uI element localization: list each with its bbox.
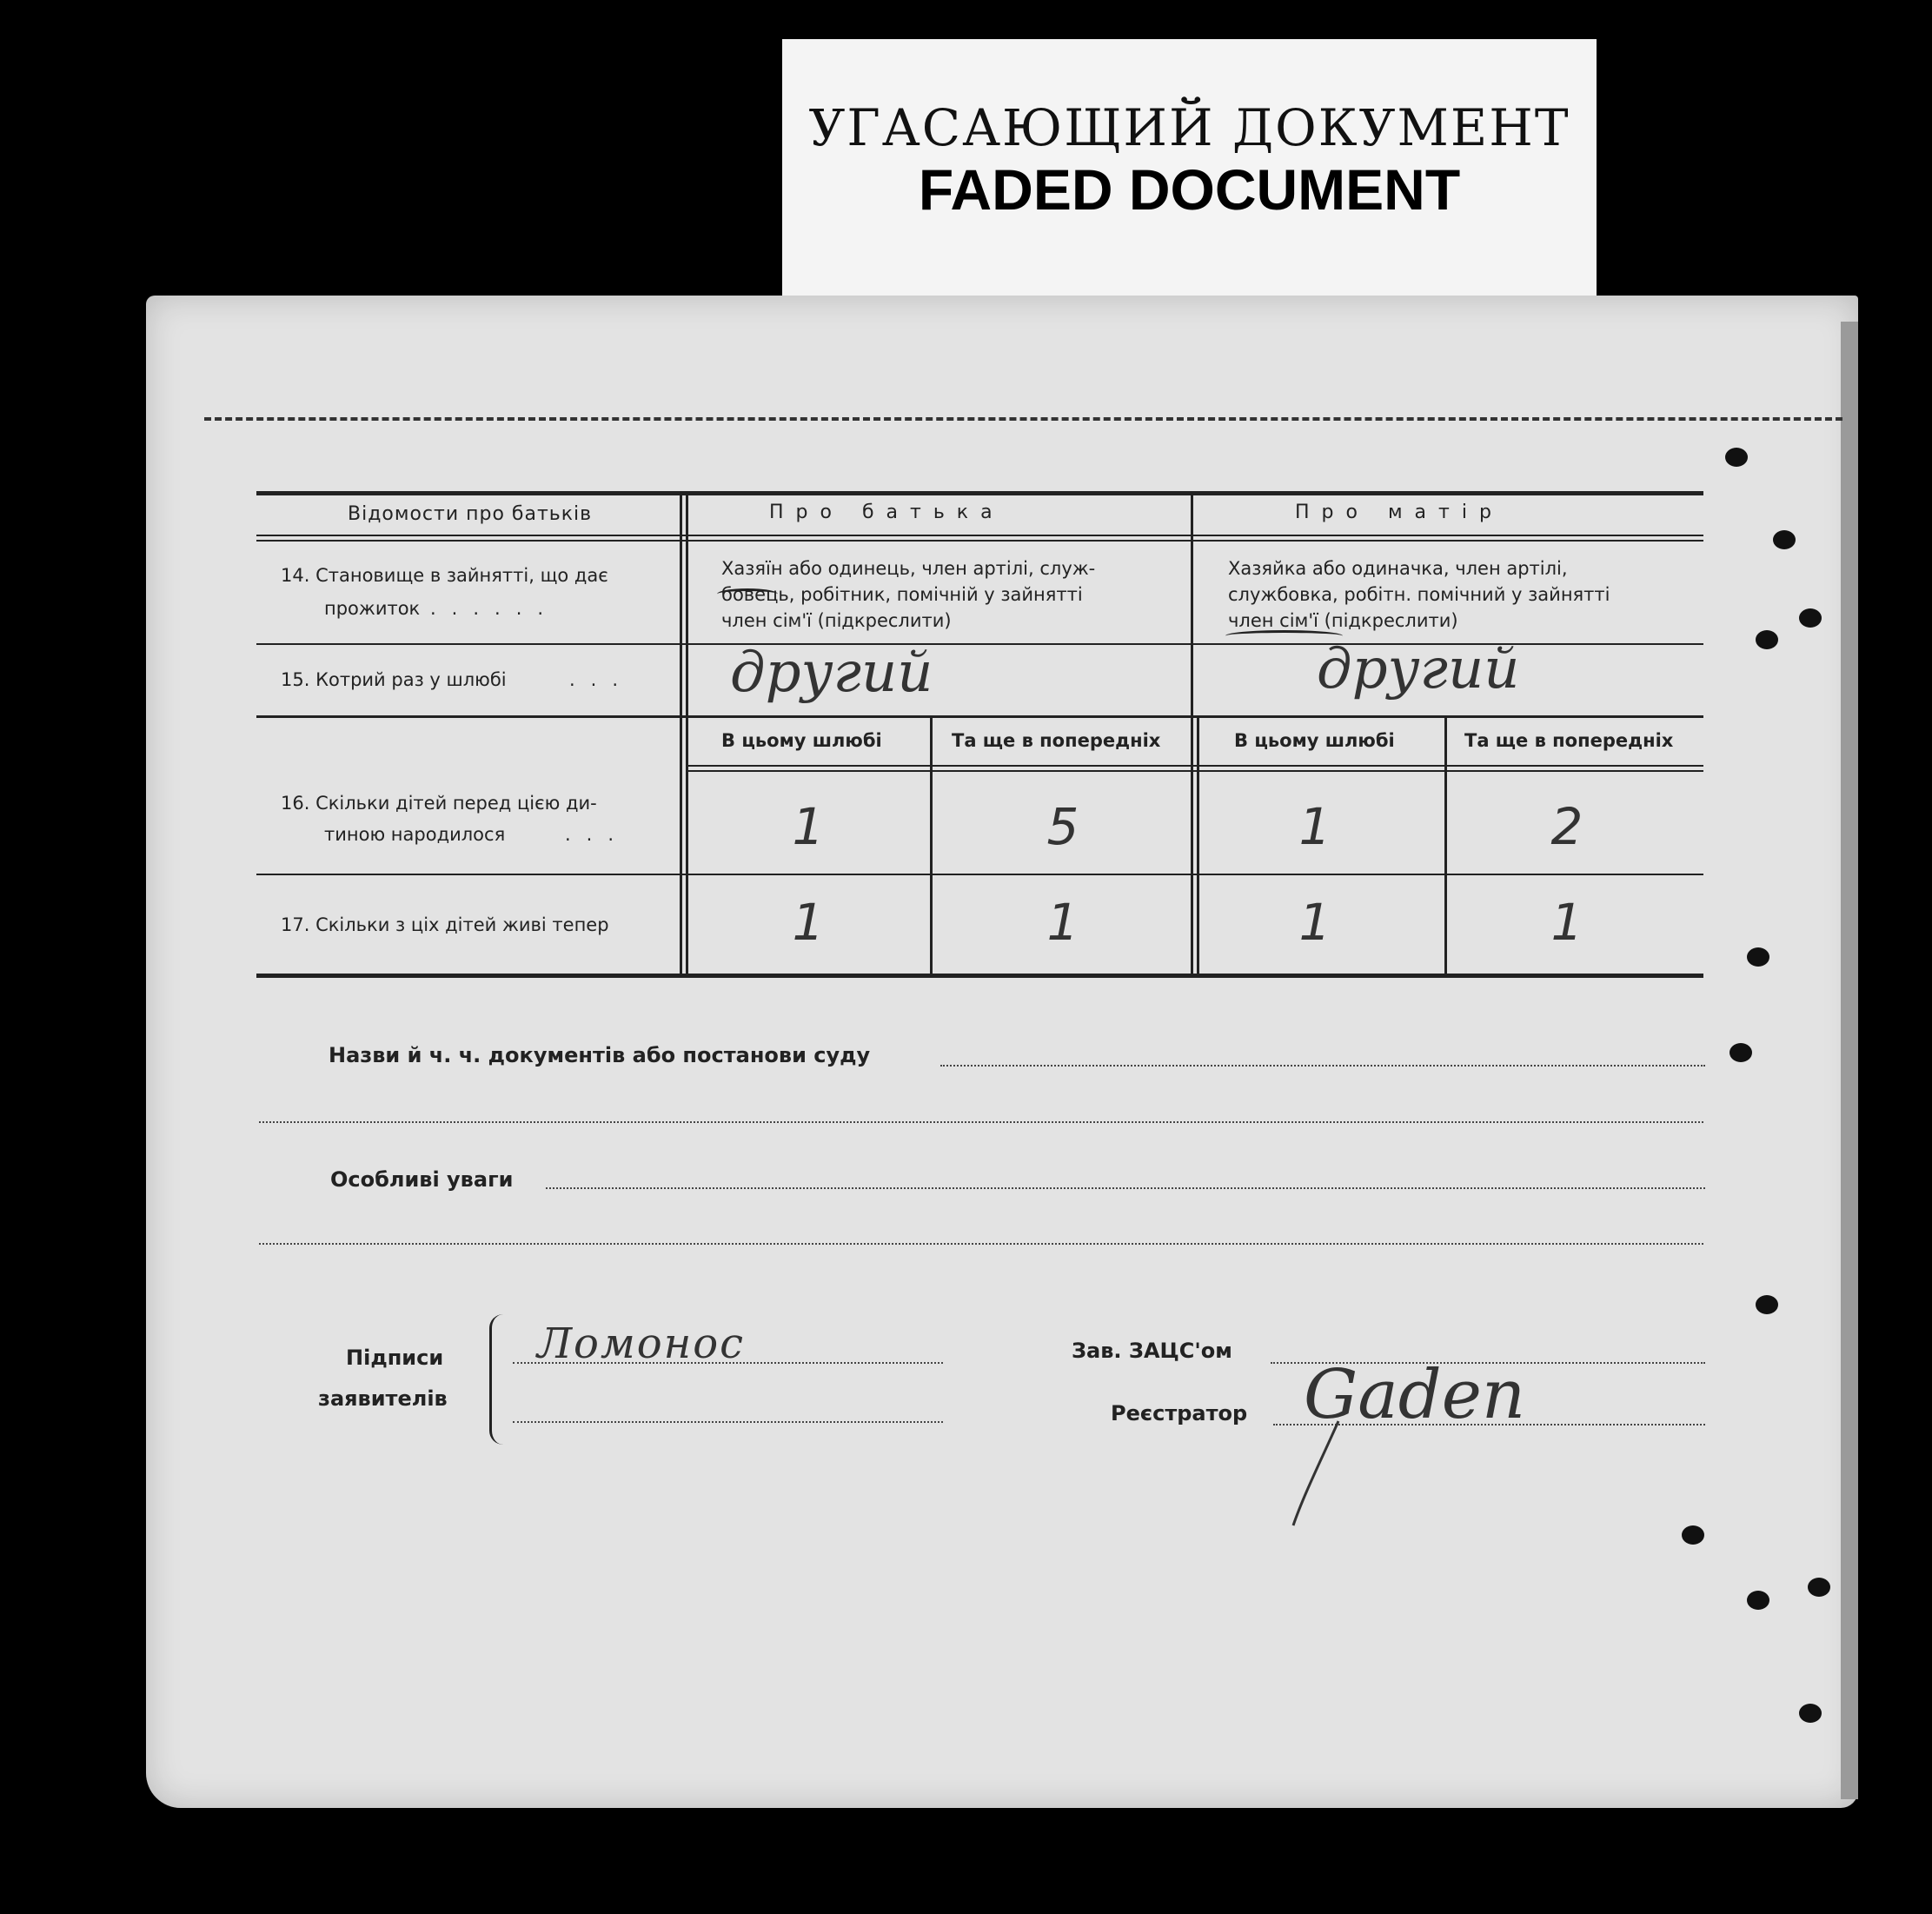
label-english: FADED DOCUMENT <box>918 157 1461 222</box>
row15-label: 15. Котрий раз у шлюбі <box>281 669 507 690</box>
row14-mother-line1: Хазяйка або одиначка, член артілі, <box>1228 558 1568 579</box>
faded-document-label <box>782 39 1597 300</box>
signature-line-2 <box>513 1421 943 1423</box>
leader-dots: ... <box>569 669 634 690</box>
row17-mother-previous: 1 <box>1550 893 1583 952</box>
paper-edge <box>1841 322 1858 1799</box>
row15-mother-value: другий <box>1317 637 1520 701</box>
row14-mother-line2: службовка, робітн. помічний у зайнятті <box>1228 584 1610 605</box>
binding-hole <box>1773 530 1796 549</box>
row17-father-previous: 1 <box>1046 893 1079 952</box>
row15-father-value: другий <box>730 641 933 705</box>
leader-dots: ...... <box>430 598 560 619</box>
row16-mother-current: 1 <box>1298 797 1331 856</box>
subheader-father-current: В цьому шлюбі <box>721 730 882 751</box>
header-parents-info: Відомости про батьків <box>348 503 593 525</box>
row16-father-previous: 5 <box>1046 797 1079 856</box>
row14-father-line1: Хазяїн або одинець, член артілі, служ- <box>721 558 1096 579</box>
father-underline <box>717 588 778 600</box>
row16-mother-previous: 2 <box>1550 797 1583 856</box>
row14-father-line2: бовець, робітник, помічній у зайнятті <box>721 584 1083 605</box>
leader-dots: ... <box>565 824 630 845</box>
perforation-line <box>204 417 1842 421</box>
row16-label-cont: тиною народилося <box>324 824 506 845</box>
signatures-label-cont: заявителів <box>318 1386 448 1411</box>
row17-label: 17. Скільки з ціх дітей живі тепер <box>281 914 609 935</box>
signature-flourish <box>1286 1417 1356 1530</box>
row16-label: 16. Скільки дітей перед цією ди- <box>281 793 597 814</box>
binding-hole <box>1799 1704 1822 1723</box>
row17-mother-current: 1 <box>1298 893 1331 952</box>
binding-hole <box>1730 1043 1752 1062</box>
signatures-label: Підписи <box>346 1346 444 1370</box>
head-registry-label: Зав. ЗАЦС'ом <box>1072 1339 1232 1363</box>
header-about-father: Про батька <box>769 502 1005 523</box>
binding-hole <box>1725 448 1748 467</box>
header-about-mother: Про матір <box>1295 502 1504 523</box>
binding-hole <box>1808 1578 1830 1597</box>
row14-label-cont: прожиток <box>324 598 421 619</box>
signature-bracket <box>489 1314 506 1445</box>
binding-hole <box>1799 608 1822 628</box>
remarks-line <box>546 1187 1705 1189</box>
remarks-label: Особливі уваги <box>330 1167 514 1192</box>
binding-hole <box>1756 630 1778 649</box>
row16-father-current: 1 <box>792 797 825 856</box>
label-russian: УГАСАЮЩИЙ ДОКУМЕНТ <box>808 98 1570 157</box>
binding-hole <box>1682 1525 1704 1545</box>
signature-line <box>513 1362 943 1364</box>
documents-line-2 <box>259 1121 1703 1123</box>
row17-father-current: 1 <box>792 893 825 952</box>
binding-hole <box>1756 1295 1778 1314</box>
binding-hole <box>1747 947 1769 967</box>
row14-label: 14. Становище в зайнятті, що дає <box>281 565 608 586</box>
registrar-signature: Gaden <box>1304 1356 1526 1434</box>
subheader-father-previous: Та ще в попередніх <box>952 730 1161 751</box>
subheader-mother-previous: Та ще в попередніх <box>1464 730 1674 751</box>
row14-father-line3: член сім'ї (підкреслити) <box>721 610 952 631</box>
documents-label: Назви й ч. ч. документів або постанови суду <box>329 1043 871 1067</box>
applicant-signature: Ломонос <box>537 1319 746 1368</box>
remarks-line-2 <box>259 1243 1703 1245</box>
binding-hole <box>1747 1591 1769 1610</box>
subheader-mother-current: В цьому шлюбі <box>1234 730 1395 751</box>
registrar-label: Реєстратор <box>1111 1401 1248 1426</box>
documents-line <box>940 1065 1705 1067</box>
row14-mother-line3: член сім'ї (підкреслити) <box>1228 610 1458 631</box>
